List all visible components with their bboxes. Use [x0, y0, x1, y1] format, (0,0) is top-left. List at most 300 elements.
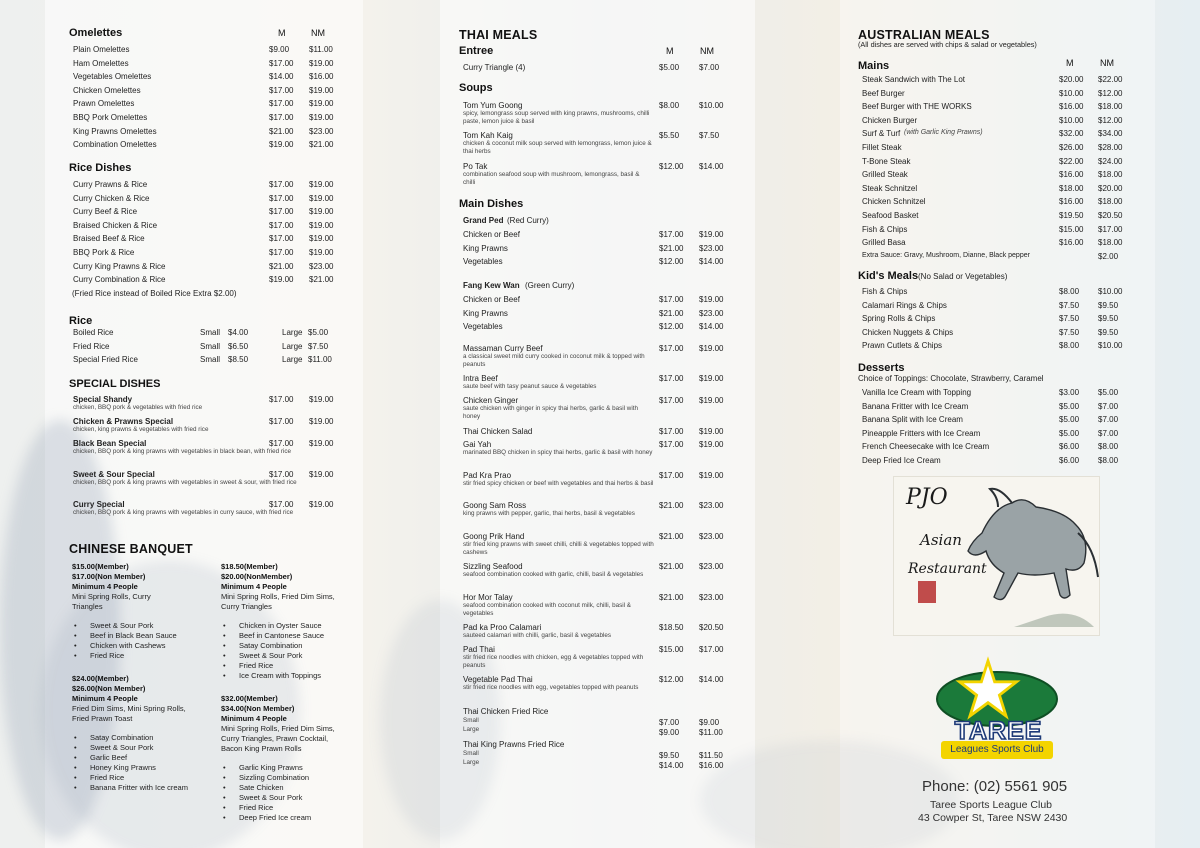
menu-item-name: French Cheesecake with Ice Cream	[862, 442, 990, 452]
price-non-member: $19.00	[699, 396, 724, 405]
price-member: $17.00	[269, 58, 294, 68]
menu-item-name: Intra Beef	[463, 374, 498, 383]
price-member: $7.50	[1059, 327, 1080, 337]
banquet-price-line: $26.00(Non Member)	[72, 684, 146, 693]
size-large-label: Large	[282, 328, 303, 337]
price-non-member: $23.00	[309, 261, 334, 271]
restaurant-logo	[893, 476, 1100, 636]
section-title-rice: Rice	[69, 315, 93, 327]
menu-item-name: Chicken Schnitzel	[862, 197, 926, 207]
bullet-icon: •	[74, 641, 77, 650]
price-member: $9.00	[269, 45, 290, 54]
price-non-member: $14.00	[699, 257, 724, 267]
price-non-member-small: $9.00	[699, 718, 720, 727]
menu-item-name: Chicken Ginger	[463, 396, 519, 405]
price-member-small: $9.50	[659, 751, 680, 760]
price-member: $22.00	[1059, 156, 1084, 166]
size-small-label: Small	[463, 717, 479, 724]
price-member: $17.00	[269, 417, 294, 426]
bullet-icon: •	[74, 773, 77, 782]
banquet-dish: Sweet & Sour Pork	[90, 743, 154, 752]
price-non-member: $11.00	[309, 45, 333, 54]
bullet-icon: •	[223, 773, 226, 782]
bullet-icon: •	[74, 753, 77, 762]
menu-item-description: chicken, BBQ pork & king prawns with vegetables in sweet & sour, with fried rice	[73, 479, 297, 486]
menu-item-name: Prawn Omelettes	[73, 99, 135, 109]
menu-item-name: Calamari Rings & Chips	[862, 300, 947, 310]
menu-item-description: stir fried rice noodles with egg, vegetables topped with peanuts	[463, 684, 639, 691]
menu-item-name: King Prawns	[463, 243, 508, 253]
price-member: $17.00	[269, 193, 294, 203]
menu-item-name: Combination Omelettes	[73, 140, 157, 150]
price-non-member: $19.00	[309, 99, 334, 109]
price-non-member: $19.00	[699, 374, 724, 383]
section-title-mains: Mains	[858, 60, 890, 72]
australian-meals-note: (All dishes are served with chips & salad or vegetables)	[858, 40, 1037, 49]
price-non-member-large: $11.00	[699, 728, 723, 737]
price-member: $19.00	[269, 140, 294, 150]
menu-item-description: chicken, king prawns & vegetables with fried rice	[73, 426, 209, 433]
menu-item-name: Vegetables Omelettes	[73, 72, 152, 82]
section-title-entree: Entree	[459, 45, 494, 57]
section-title-main-dishes: Main Dishes	[459, 198, 524, 210]
menu-item-name: Vegetables	[463, 257, 503, 267]
price-member: $17.00	[269, 234, 294, 244]
menu-item-name: Deep Fried Ice Cream	[862, 456, 941, 465]
price-member: $17.00	[659, 440, 684, 449]
column-header-m: M	[666, 46, 674, 56]
banquet-entree-description: Mini Spring Rolls, Curry Triangles	[72, 592, 151, 611]
banquet-entree-description: Mini Spring Rolls, Fried Dim Sims, Curry Triangles, Prawn Cocktail, Bacon King Prawn Rolls	[221, 724, 335, 753]
menu-item-name: Sizzling Seafood	[463, 562, 523, 571]
price-non-member: $23.00	[699, 562, 724, 571]
price-non-member: $19.00	[309, 85, 334, 95]
size-small-label: Small	[463, 750, 479, 757]
section-title-chinese-banquet: CHINESE BANQUET	[69, 542, 193, 556]
section-title-rice-dishes: Rice Dishes	[69, 162, 132, 174]
banquet-dish: Fried Rice	[239, 661, 274, 670]
price-non-member: $19.00	[309, 439, 334, 448]
bullet-icon: •	[223, 671, 226, 680]
banquet-price-line: $32.00(Member)	[221, 694, 278, 703]
menu-item-name: BBQ Pork & Rice	[73, 248, 135, 257]
size-large-label: Large	[282, 355, 303, 365]
section-title-australian-meals: AUSTRALIAN MEALS	[858, 28, 990, 42]
menu-item-name: Gai Yah	[463, 440, 492, 449]
price-non-member: $20.50	[1098, 211, 1123, 220]
price-member: $6.00	[1059, 456, 1080, 465]
menu-item-name: Surf & Turf	[862, 129, 901, 139]
menu-item-name: Fillet Steak	[862, 143, 902, 152]
price-non-member: $23.00	[699, 308, 724, 318]
menu-item-name: Goong Prik Hand	[463, 532, 525, 541]
price-non-member: $19.00	[309, 58, 334, 68]
banquet-dish: Ice Cream with Toppings	[239, 671, 321, 680]
club-logo	[935, 655, 1060, 765]
price-non-member: $22.00	[1098, 75, 1123, 84]
menu-item-name: Braised Beef & Rice	[73, 234, 145, 244]
logo-text-pjo: PJO	[906, 485, 948, 510]
extra-sauce-price: $2.00	[1098, 252, 1119, 261]
bullet-icon: •	[74, 743, 77, 752]
price-non-member: $7.00	[1098, 428, 1119, 438]
bullet-icon: •	[223, 641, 226, 650]
price-member: $32.00	[1059, 129, 1084, 139]
bullet-icon: •	[74, 733, 77, 742]
size-large-label: Large	[463, 759, 480, 766]
price-member: $19.50	[1059, 211, 1084, 220]
bullet-icon: •	[223, 803, 226, 812]
banquet-price-line: Minimum 4 People	[72, 582, 138, 591]
banquet-dish: Beef in Black Bean Sauce	[90, 631, 177, 640]
section-title-special-dishes: SPECIAL DISHES	[69, 378, 161, 390]
bullet-icon: •	[223, 651, 226, 660]
price-member: $21.00	[659, 562, 684, 571]
price-non-member: $34.00	[1098, 129, 1123, 139]
price-member: $17.00	[659, 427, 684, 436]
section-title-desserts: Desserts	[858, 362, 905, 374]
price-member: $18.50	[659, 623, 684, 632]
menu-item-name: Steak Schnitzel	[862, 183, 918, 193]
menu-item-description: stir fried king prawns with sweet chilli, chilli & vegetables topped with cashews	[463, 541, 654, 556]
menu-item-name: Special Shandy	[73, 395, 133, 404]
size-large-label: Large	[463, 726, 480, 733]
price-member: $16.00	[1059, 102, 1084, 112]
menu-item-name: Chicken or Beef	[463, 295, 520, 304]
price-member: $17.00	[659, 374, 684, 383]
price-member: $12.00	[659, 162, 684, 171]
size-small-label: Small	[200, 355, 221, 365]
bullet-icon: •	[223, 621, 226, 630]
menu-item-description: stir fried rice noodles with chicken, egg & vegetables topped with peanuts	[463, 654, 644, 669]
menu-item-name: Curry Combination & Rice	[73, 275, 166, 285]
banquet-dish: Fried Rice	[90, 773, 125, 782]
section-title-kids-meals: Kid's Meals	[858, 270, 919, 282]
section-title-soups: Soups	[459, 82, 493, 94]
price-member: $17.00	[269, 439, 294, 448]
banquet-dish: Sate Chicken	[239, 783, 284, 792]
menu-item-name: Curry Prawns & Rice	[73, 180, 148, 189]
price-non-member: $12.00	[1098, 115, 1123, 125]
banquet-entree-description: Fried Dim Sims, Mini Spring Rolls, Fried Prawn Toast	[72, 704, 186, 723]
price-non-member: $23.00	[699, 593, 724, 602]
price-non-member: $7.00	[1098, 401, 1119, 411]
price-member: $26.00	[1059, 143, 1084, 152]
price-non-member: $7.50	[699, 131, 720, 140]
price-non-member: $19.00	[309, 500, 334, 509]
menu-item-name: Boiled Rice	[73, 328, 114, 337]
banquet-dish: Garlic King Prawns	[239, 763, 303, 772]
price-member: $21.00	[269, 261, 294, 271]
price-member-large: $14.00	[659, 761, 684, 770]
bullet-icon: •	[223, 631, 226, 640]
menu-item-name: Seafood Basket	[862, 211, 919, 220]
price-non-member: $10.00	[1098, 287, 1123, 296]
price-member: $5.00	[659, 63, 680, 72]
price-member: $17.00	[269, 470, 294, 479]
price-member: $17.00	[269, 113, 294, 122]
banquet-dish: Sizzling Combination	[239, 773, 310, 782]
price-member: $17.00	[269, 180, 294, 189]
menu-item-name: Prawn Cutlets & Chips	[862, 341, 943, 351]
bullet-icon: •	[223, 763, 226, 772]
menu-item-name: Po Tak	[463, 162, 488, 171]
price-large: $5.00	[308, 328, 329, 337]
menu-item-description: stir fried spicy chicken or beef with vegetables and thai herbs & basil	[463, 480, 654, 487]
price-non-member: $16.00	[309, 72, 334, 82]
price-small: $4.00	[228, 328, 249, 337]
bullet-icon: •	[223, 793, 226, 802]
price-member: $17.00	[659, 471, 684, 480]
banquet-price-line: $15.00(Member)	[72, 562, 129, 571]
price-non-member: $19.00	[309, 395, 334, 404]
price-member: $20.00	[1059, 75, 1084, 84]
price-small: $6.50	[228, 341, 249, 351]
menu-item-description: chicken & coconut milk soup served with lemongrass, lemon juice & thai herbs	[463, 140, 652, 155]
size-large-label: Large	[282, 341, 303, 351]
menu-item-name: Plain Omelettes	[73, 45, 130, 54]
menu-item-name: Thai Chicken Salad	[463, 427, 533, 436]
price-non-member: $21.00	[309, 275, 334, 285]
menu-item-description: chicken, BBQ pork & king prawns with vegetables in black bean, with fried rice	[73, 448, 292, 455]
price-non-member: $17.00	[1098, 224, 1123, 234]
menu-item-description: spicy, lemongrass soup served with king prawns, mushrooms, chilli paste, lemon juice & basil	[463, 110, 650, 125]
menu-item-name: Curry Beef & Rice	[73, 207, 138, 217]
menu-item-name: Curry Triangle (4)	[463, 63, 526, 72]
menu-item-description: chicken, BBQ pork & vegetables with fried rice	[73, 404, 203, 411]
price-member: $17.00	[269, 207, 294, 217]
banquet-dish: Satay Combination	[239, 641, 303, 650]
price-non-member: $19.00	[309, 470, 334, 479]
banquet-price-line: $20.00(NonMember)	[221, 572, 293, 581]
column-header-nm: NM	[311, 28, 325, 38]
price-non-member: $10.00	[699, 101, 724, 110]
bullet-icon: •	[74, 783, 77, 792]
banquet-dish: Chicken in Oyster Sauce	[239, 621, 322, 630]
price-non-member: $18.00	[1098, 102, 1123, 112]
price-member: $17.00	[269, 248, 294, 257]
curry-group-title: Grand Ped	[463, 216, 504, 225]
menu-item-description: king prawns with pepper, garlic, thai herbs, basil & vegetables	[463, 510, 635, 517]
price-member: $12.00	[659, 257, 684, 267]
price-member: $17.00	[269, 99, 294, 109]
phone-number: Phone: (02) 5561 905	[922, 778, 1068, 795]
menu-item-description: saute beef with tasy peanut sauce & vegetables	[463, 383, 597, 390]
price-non-member: $7.00	[699, 63, 720, 72]
price-member: $17.00	[659, 295, 684, 304]
banquet-price-line: $24.00(Member)	[72, 674, 129, 683]
price-member: $17.00	[269, 500, 294, 509]
menu-item-name: Grilled Basa	[862, 238, 906, 248]
banquet-price-line: $34.00(Non Member)	[221, 704, 295, 713]
surf-turf-note: (with Garlic King Prawns)	[904, 129, 983, 136]
price-non-member: $9.50	[1098, 314, 1119, 324]
column-header-m: M	[278, 28, 286, 38]
price-member: $19.00	[269, 275, 294, 285]
price-member: $3.00	[1059, 388, 1080, 397]
section-title-omelettes: Omelettes	[69, 27, 123, 39]
price-member: $21.00	[659, 593, 684, 602]
menu-item-description: seafood combination cooked with garlic, chilli, basil & vegetables	[463, 571, 644, 578]
price-member: $8.00	[1059, 287, 1080, 296]
price-member: $8.00	[1059, 341, 1080, 351]
price-non-member: $14.00	[699, 322, 724, 332]
price-non-member: $28.00	[1098, 143, 1123, 152]
banquet-dish: Banana Fritter with Ice cream	[90, 783, 188, 792]
desserts-toppings-note: Choice of Toppings: Chocolate, Strawberry, Caramel	[858, 374, 1044, 383]
price-non-member: $19.00	[699, 295, 724, 304]
menu-item-name: Beef Burger with THE WORKS	[862, 102, 972, 112]
size-small-label: Small	[200, 328, 221, 337]
price-large: $7.50	[308, 341, 329, 351]
price-non-member: $14.00	[699, 675, 724, 684]
price-non-member: $19.00	[309, 234, 334, 244]
price-non-member: $18.00	[1098, 197, 1123, 207]
price-member: $21.00	[659, 532, 684, 541]
menu-item-name: Fried Rice	[73, 341, 110, 351]
price-member: $17.00	[269, 85, 294, 95]
price-member: $10.00	[1059, 115, 1084, 125]
menu-item-description: saute chicken with ginger in spicy thai herbs, garlic & basil with honey	[463, 405, 638, 420]
menu-item-name: Black Bean Special	[73, 439, 147, 448]
banquet-dish: Sweet & Sour Pork	[239, 793, 303, 802]
menu-item-description: sauteed calamari with chilli, garlic, basil & vegetables	[463, 632, 612, 639]
menu-item-name: BBQ Pork Omelettes	[73, 113, 148, 122]
price-non-member: $19.00	[309, 180, 334, 189]
price-non-member: $5.00	[1098, 388, 1119, 397]
price-non-member: $17.00	[699, 645, 724, 654]
bullet-icon: •	[223, 661, 226, 670]
menu-item-name: Pineapple Fritters with Ice Cream	[862, 428, 981, 438]
price-non-member: $10.00	[1098, 341, 1123, 351]
price-member: $6.00	[1059, 442, 1080, 452]
club-logo-subtitle: Leagues Sports Club	[950, 744, 1044, 755]
price-member: $7.50	[1059, 314, 1080, 324]
banquet-entree-description: Mini Spring Rolls, Fried Dim Sims, Curry Triangles	[221, 592, 335, 611]
size-small-label: Small	[200, 341, 221, 351]
banquet-dish: Sweet & Sour Pork	[239, 651, 303, 660]
price-non-member: $23.00	[699, 501, 724, 510]
menu-item-name: Fish & Chips	[862, 224, 908, 234]
price-member-small: $7.00	[659, 718, 680, 727]
extra-sauce-note: Extra Sauce: Gravy, Mushroom, Dianne, Black pepper	[862, 252, 1030, 259]
banquet-price-line: Minimum 4 People	[72, 694, 138, 703]
price-member: $7.50	[1059, 300, 1080, 310]
price-non-member: $19.00	[699, 471, 724, 480]
price-member: $8.00	[659, 101, 680, 110]
menu-item-name: Chicken Burger	[862, 115, 918, 125]
section-title-thai-meals: THAI MEALS	[459, 28, 538, 42]
price-member: $21.00	[659, 308, 684, 318]
price-non-member: $9.50	[1098, 327, 1119, 337]
price-non-member: $19.00	[309, 417, 334, 426]
price-member: $5.00	[1059, 415, 1080, 425]
price-member: $15.00	[659, 645, 684, 654]
club-name: Taree Sports League Club	[930, 799, 1052, 811]
logo-text-restaurant: Restaurant	[908, 561, 987, 577]
menu-item-name: Spring Rolls & Chips	[862, 314, 936, 324]
price-non-member: $20.50	[699, 623, 724, 632]
club-logo-text: TAREE	[954, 717, 1043, 745]
price-non-member: $19.00	[309, 113, 334, 122]
banquet-price-line: $18.50(Member)	[221, 562, 278, 571]
price-non-member: $19.00	[309, 220, 334, 230]
menu-item-description: seafood combination cooked with coconut milk, chilli, basil & vegetables	[463, 602, 632, 617]
price-member: $17.00	[269, 395, 294, 404]
banquet-dish: Honey King Prawns	[90, 763, 156, 772]
price-member: $14.00	[269, 72, 294, 82]
menu-item-name: Thai Chicken Fried Rice	[463, 707, 549, 716]
menu-item-name: Pad ka Proo Calamari	[463, 623, 542, 632]
price-non-member-small: $11.50	[699, 751, 723, 760]
curry-group-subtitle: (Green Curry)	[525, 281, 575, 290]
price-member: $17.00	[659, 344, 684, 353]
menu-item-name: Ham Omelettes	[73, 58, 129, 68]
menu-item-name: Curry King Prawns & Rice	[73, 261, 166, 271]
price-member: $17.00	[659, 396, 684, 405]
banquet-dish: Fried Rice	[239, 803, 274, 812]
price-member: $17.00	[659, 230, 684, 239]
price-non-member: $8.00	[1098, 442, 1119, 452]
bullet-icon: •	[223, 813, 226, 822]
bullet-icon: •	[74, 763, 77, 772]
menu-item-name: Hor Mor Talay	[463, 593, 513, 602]
price-member: $15.00	[1059, 224, 1084, 234]
price-non-member: $18.00	[1098, 238, 1123, 248]
bullet-icon: •	[74, 651, 77, 660]
price-non-member: $7.00	[1098, 415, 1119, 425]
menu-item-name: T-Bone Steak	[862, 156, 911, 166]
price-member: $12.00	[659, 675, 684, 684]
column-header-m: M	[1066, 58, 1074, 68]
price-member: $16.00	[1059, 238, 1084, 248]
bullet-icon: •	[74, 631, 77, 640]
price-non-member: $21.00	[309, 140, 334, 150]
tree-silhouette	[700, 740, 960, 848]
menu-item-name: Special Fried Rice	[73, 355, 138, 365]
price-non-member: $19.00	[699, 344, 724, 353]
club-address: 43 Cowper St, Taree NSW 2430	[918, 812, 1068, 824]
price-non-member: $19.00	[309, 193, 334, 203]
menu-item-name: Thai King Prawns Fried Rice	[463, 740, 565, 749]
price-member: $16.00	[1059, 170, 1084, 180]
fried-rice-note: (Fried Rice instead of Boiled Rice Extra $2.00)	[72, 289, 237, 298]
banquet-dish: Fried Rice	[90, 651, 125, 660]
menu-item-name: Pad Kra Prao	[463, 471, 512, 480]
price-member: $21.00	[659, 243, 684, 253]
price-non-member: $23.00	[309, 126, 334, 136]
menu-item-name: Curry Chicken & Rice	[73, 193, 150, 203]
menu-item-name: Massaman Curry Beef	[463, 344, 543, 353]
price-member-large: $9.00	[659, 728, 680, 737]
price-member: $21.00	[659, 501, 684, 510]
menu-item-name: King Prawns	[463, 308, 508, 318]
menu-item-name: Sweet & Sour Special	[73, 470, 155, 479]
banquet-dish: Chicken with Cashews	[90, 641, 166, 650]
price-non-member: $19.00	[699, 230, 724, 239]
menu-item-name: Curry Special	[73, 500, 125, 509]
menu-item-name: Vegetable Pad Thai	[463, 675, 533, 684]
price-non-member: $23.00	[699, 243, 724, 253]
kids-meals-note: (No Salad or Vegetables)	[918, 272, 1008, 281]
bullet-icon: •	[223, 783, 226, 792]
price-member: $21.00	[269, 126, 294, 136]
menu-item-name: Braised Chicken & Rice	[73, 220, 158, 230]
menu-item-name: Grilled Steak	[862, 170, 908, 180]
price-non-member: $19.00	[699, 427, 724, 436]
menu-item-name: Banana Split with Ice Cream	[862, 415, 963, 425]
price-member: $17.00	[269, 220, 294, 230]
